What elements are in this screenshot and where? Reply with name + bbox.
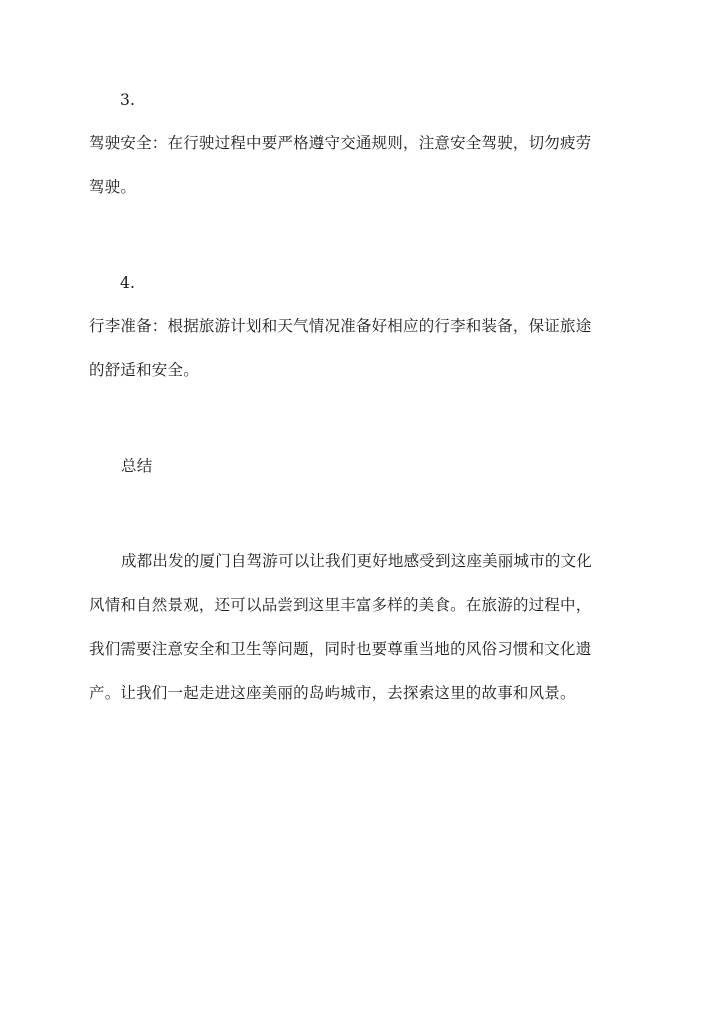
summary-line-4: 产。让我们一起走进这座美丽的岛屿城市，去探索这里的故事和风景。	[89, 684, 576, 702]
section-4-line-1: 行李准备：根据旅游计划和天气情况准备好相应的行李和装备，保证旅途	[89, 317, 592, 335]
section-3-line-1: 驾驶安全：在行驶过程中要严格遵守交通规则，注意安全驾驶，切勿疲劳	[89, 134, 592, 152]
summary-line-2: 风情和自然景观，还可以品尝到这里丰富多样的美食。在旅游的过程中，	[89, 596, 592, 614]
section-3-line-2: 驾驶。	[89, 178, 137, 196]
summary-line-3: 我们需要注意安全和卫生等问题，同时也要尊重当地的风俗习惯和文化遗	[89, 640, 592, 658]
summary-line-1: 成都出发的厦门自驾游可以让我们更好地感受到这座美丽城市的文化	[121, 552, 593, 570]
section-4-line-2: 的舒适和安全。	[89, 361, 199, 379]
section-3-number: 3.	[120, 91, 136, 109]
section-4-number: 4.	[120, 274, 136, 292]
summary-heading: 总结	[121, 457, 153, 475]
